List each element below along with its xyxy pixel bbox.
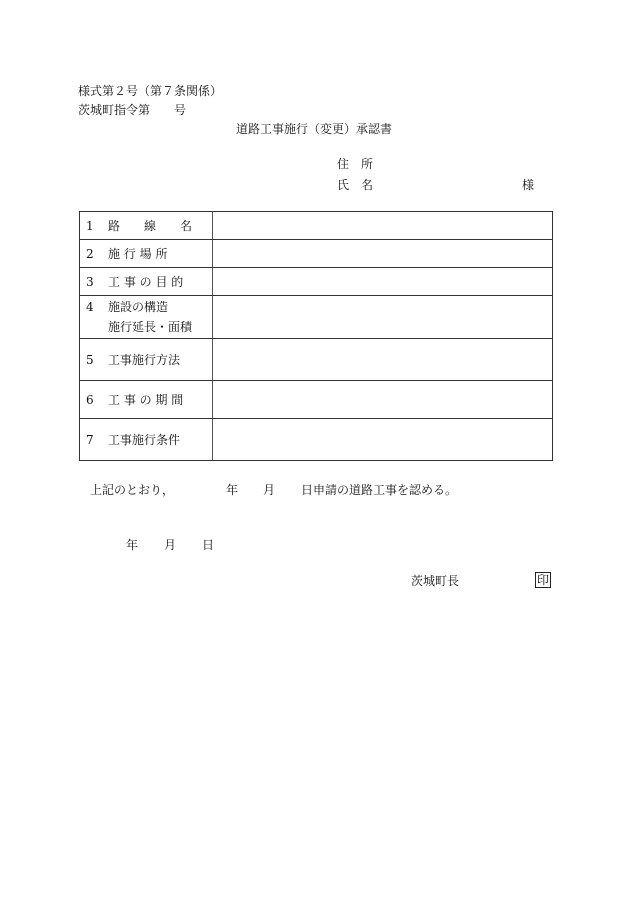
issue-year: 年 [126,538,139,552]
row-value [213,240,553,268]
row-value [213,339,553,381]
row-label: 路 線 名 [108,219,193,233]
name-label: 氏 名 [337,178,374,192]
row-value [213,268,553,296]
table-row [80,419,553,461]
approval-month: 月 [263,483,276,497]
honorific: 様 [522,178,535,192]
issuer-name: 茨城町長 [411,574,460,588]
row-label: 工事施行方法 [108,353,181,367]
issue-month: 月 [164,538,177,552]
row-label: 施 行 場 所 [108,247,168,261]
address-label: 住 所 [337,157,374,171]
document-title: 道路工事施行（変更）承認書 [236,122,393,136]
row-number: 2 [86,247,94,261]
issue-day: 日 [202,538,215,552]
approval-prefix: 上記のとおり， [90,483,175,497]
seal-mark: 印 [537,573,550,587]
row-label: 工事施行条件 [108,433,181,447]
row-number: 5 [86,353,94,367]
table-row [80,240,553,268]
table-row [80,381,553,419]
table-row [80,268,553,296]
approval-year: 年 [226,483,239,497]
approval-suffix: 日申請の道路工事を認める。 [301,483,458,497]
row-number: 1 [86,219,94,233]
row-label: 工 事 の 目 的 [108,275,184,289]
row-label: 工 事 の 期 間 [108,393,184,407]
table-row [80,212,553,240]
table-row [80,296,553,339]
row-value [213,212,553,240]
row-label: 施設の構造 [108,300,169,314]
table-row [80,339,553,381]
row-value [213,381,553,419]
row-number: 7 [86,433,94,447]
row-number: 3 [86,275,94,289]
form-number: 様式第２号（第７条関係） [78,84,223,98]
details-table [79,211,553,461]
row-value [213,419,553,461]
row-value [213,296,553,339]
row-number: 6 [86,393,94,407]
row-number: 4 [86,300,94,314]
reference-number: 茨城町指令第 号 [78,103,187,117]
row-label-secondary: 施行延長・面積 [108,320,193,334]
